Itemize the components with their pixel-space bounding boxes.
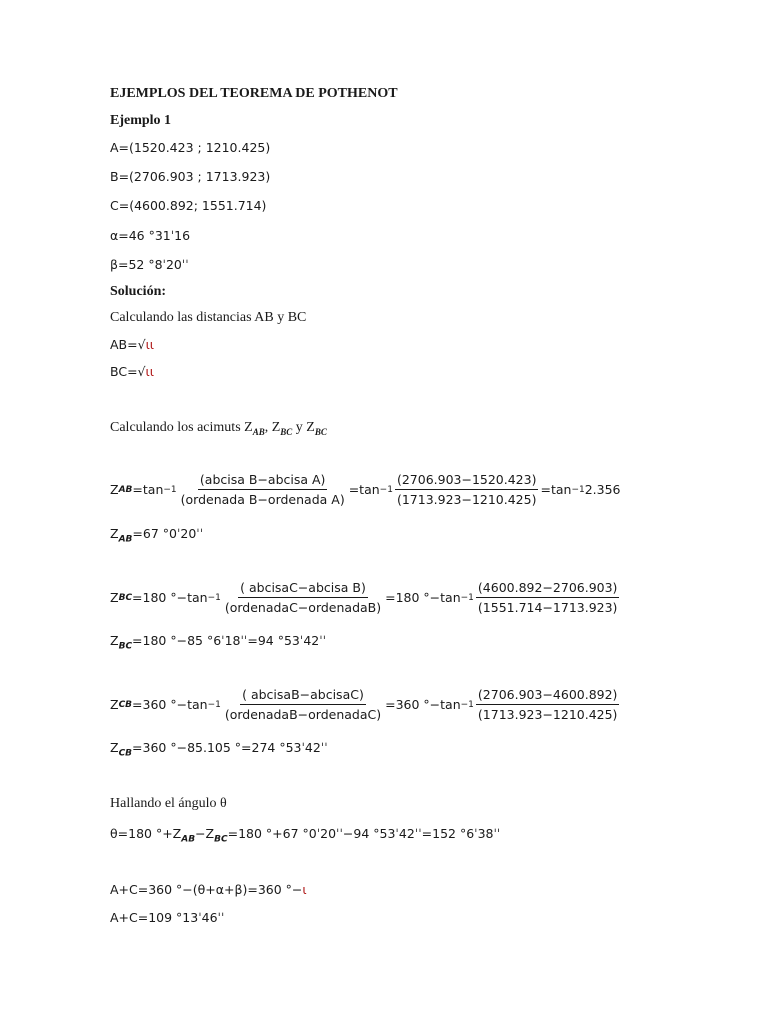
angle-sum-result: A+C=109 °13ˈ46ˈˈ <box>110 910 225 925</box>
zab-tail: 2.356 <box>584 482 621 497</box>
zcb-lhs: Z <box>110 697 119 712</box>
theta-sub-bc: BC <box>214 834 228 845</box>
zcb-result-sub: CB <box>118 748 133 759</box>
zcb-den: (ordenadaB−ordenadaC) <box>224 707 382 722</box>
zab-result-value: =67 °0ˈ20ˈˈ <box>132 526 204 541</box>
zcb-exp: −1 <box>207 699 221 710</box>
zcb-fraction-symbolic <box>223 687 383 722</box>
zbc-result-sub: BC <box>118 641 133 652</box>
azimuths-intro <box>110 420 327 437</box>
zab-equation <box>110 472 621 507</box>
zcb-result-lhs: Z <box>110 740 119 755</box>
azimuths-intro-mid: , Z <box>264 420 281 435</box>
zab-num2: (2706.903−1520.423) <box>395 472 539 490</box>
theta-sub-ab: AB <box>181 834 196 845</box>
zbc-num2: (4600.892−2706.903) <box>476 580 620 598</box>
zab-op: =tan <box>132 482 164 497</box>
angle-sum-rhs: ι <box>302 882 307 897</box>
zcb-result <box>110 740 328 759</box>
azimuths-intro-mid2: y Z <box>292 420 315 435</box>
distance-bc-lhs: BC=√ <box>110 364 146 379</box>
zbc-result-lhs: Z <box>110 633 119 648</box>
zcb-equation <box>110 687 621 722</box>
zcb-num2: (2706.903−4600.892) <box>476 687 620 705</box>
azimuths-sub-ab: AB <box>252 426 265 437</box>
zab-num: (abcisa B−abcisa A) <box>198 472 328 490</box>
zab-result-lhs: Z <box>110 526 119 541</box>
zcb-result-value: =360 °−85.105 °=274 °53ˈ42ˈˈ <box>132 740 328 755</box>
theta-part-c: =180 °+67 °0ˈ20ˈˈ−94 °53ˈ42ˈˈ=152 °6ˈ38ˈˈ <box>227 826 501 841</box>
azimuths-sub-bc: BC <box>280 426 293 437</box>
zab-exp2: −1 <box>379 484 393 495</box>
zbc-den: (ordenadaC−ordenadaB) <box>224 600 382 615</box>
zbc-fraction-numeric <box>476 580 620 615</box>
example-heading: Ejemplo 1 <box>110 113 172 128</box>
distance-bc <box>110 364 154 379</box>
distances-intro: Calculando las distancias AB y BC <box>110 310 307 325</box>
zab-lhs: Z <box>110 482 119 497</box>
zab-result <box>110 526 203 545</box>
zab-op2: =tan <box>348 482 380 497</box>
angle-sum-lhs: A+C=360 °−(θ+α+β)=360 °− <box>110 882 303 897</box>
zab-exp: −1 <box>163 484 177 495</box>
zab-fraction-symbolic <box>179 472 347 507</box>
zbc-op2: =180 °−tan <box>385 590 461 605</box>
distance-ab-lhs: AB=√ <box>110 337 146 352</box>
zbc-lhs: Z <box>110 590 119 605</box>
zab-den: (ordenada B−ordenada A) <box>180 492 345 507</box>
distance-ab <box>110 337 154 352</box>
zab-lhs-sub: AB <box>118 484 133 495</box>
zbc-fraction-symbolic <box>223 580 383 615</box>
zab-result-sub: AB <box>118 534 133 545</box>
solution-label: Solución: <box>110 284 167 299</box>
distance-ab-rhs: ιι <box>145 337 155 352</box>
zcb-den2: (1713.923−1210.425) <box>477 707 618 722</box>
zab-fraction-numeric <box>395 472 539 507</box>
zcb-exp2: −1 <box>460 699 474 710</box>
zbc-result-value: =180 °−85 °6ˈ18ˈˈ=94 °53ˈ42ˈˈ <box>132 633 327 648</box>
zab-exp3: −1 <box>571 484 585 495</box>
zcb-num: ( abcisaB−abcisaC) <box>240 687 366 705</box>
zbc-op: =180 °−tan <box>132 590 208 605</box>
theta-equation <box>110 826 500 845</box>
point-b: B=(2706.903 ; 1713.923) <box>110 169 271 184</box>
angle-beta: β=52 °8ˈ20ˈˈ <box>110 257 189 272</box>
azimuths-sub-bc2: BC <box>314 426 327 437</box>
zbc-num: ( abcisaC−abcisa B) <box>238 580 368 598</box>
angle-sum-equation <box>110 882 307 897</box>
document-title: EJEMPLOS DEL TEOREMA DE POTHENOT <box>110 86 398 101</box>
zab-den2: (1713.923−1210.425) <box>396 492 537 507</box>
angle-alpha: α=46 °31ˈ16 <box>110 228 191 243</box>
point-c: C=(4600.892; 1551.714) <box>110 198 267 213</box>
zbc-result <box>110 633 326 652</box>
zbc-exp: −1 <box>207 592 221 603</box>
distance-bc-rhs: ιι <box>145 364 154 379</box>
zbc-lhs-sub: BC <box>118 592 133 603</box>
theta-part-b: −Z <box>195 826 215 841</box>
zbc-equation <box>110 580 621 615</box>
theta-part-a: θ=180 °+Z <box>110 826 182 841</box>
zcb-op: =360 °−tan <box>132 697 208 712</box>
point-a: A=(1520.423 ; 1210.425) <box>110 140 271 155</box>
zcb-lhs-sub: CB <box>118 699 133 710</box>
zbc-exp2: −1 <box>460 592 474 603</box>
zab-op3: =tan <box>540 482 572 497</box>
zcb-fraction-numeric <box>476 687 620 722</box>
zcb-op2: =360 °−tan <box>385 697 461 712</box>
azimuths-intro-text: Calculando los acimuts Z <box>110 420 253 435</box>
zbc-den2: (1551.714−1713.923) <box>477 600 618 615</box>
theta-intro: Hallando el ángulo θ <box>110 796 227 811</box>
